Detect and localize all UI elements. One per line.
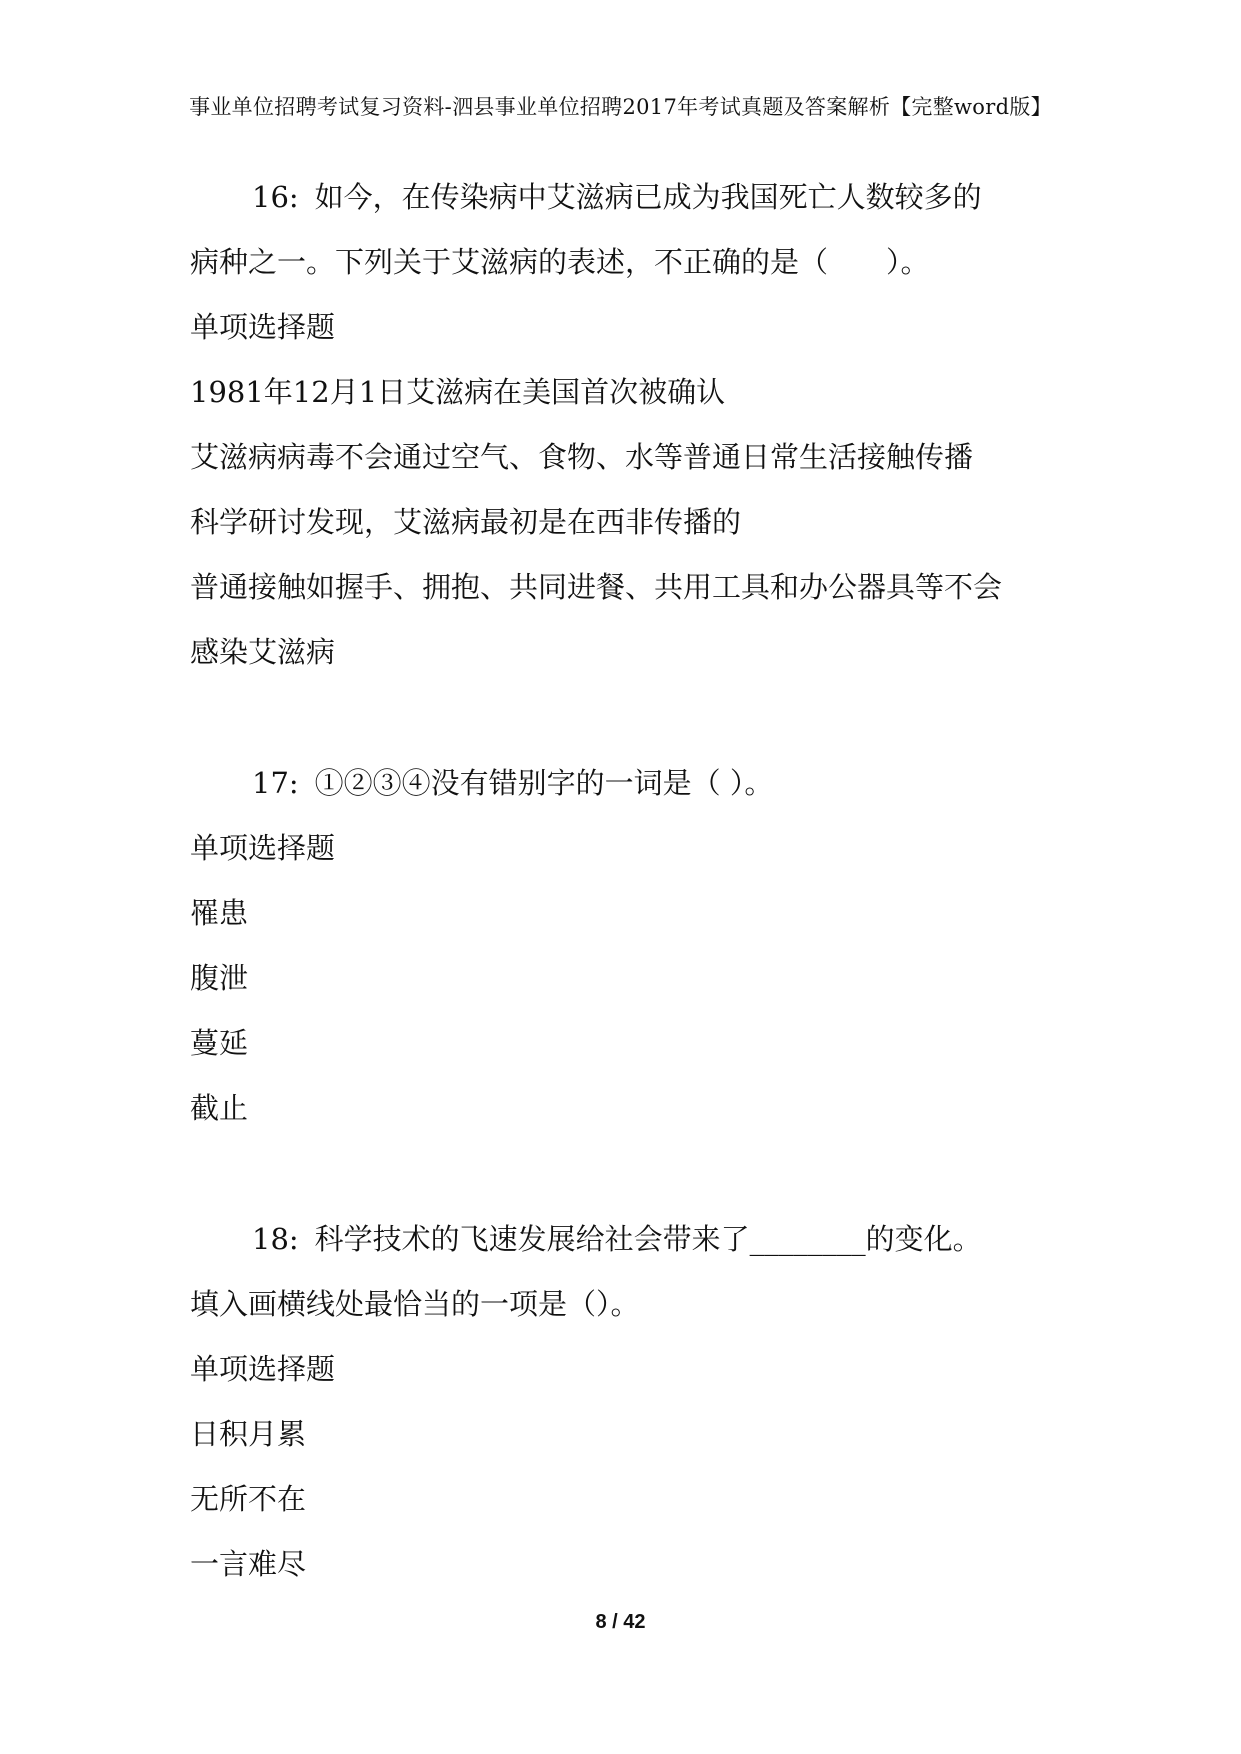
answer-option: 无所不在: [190, 1482, 307, 1516]
question-stem-text: ①②③④没有错别字的一词是（ ）。: [314, 766, 774, 800]
question-stem-text: 如今，在传染病中艾滋病已成为我国死亡人数较多的: [314, 180, 982, 214]
answer-option: 普通接触如握手、拥抱、共同进餐、共用工具和办公器具等不会: [190, 570, 1003, 604]
page-number: 8 / 42: [595, 1611, 646, 1633]
question-number: 16:: [252, 180, 299, 214]
question-number: 18:: [252, 1222, 299, 1256]
document-body: [190, 165, 1070, 1597]
question-stem-line: [190, 165, 1070, 230]
question-stem-text: 科学技术的飞速发展给社会带来了________的变化。: [314, 1222, 982, 1256]
answer-option: 腹泄: [190, 961, 249, 995]
question-type: 单项选择题: [190, 831, 336, 865]
answer-option: 科学研讨发现，艾滋病最初是在西非传播的: [190, 505, 742, 539]
answer-option: 一言难尽: [190, 1547, 307, 1581]
answer-option-continuation: 感染艾滋病: [190, 635, 336, 669]
question-type: 单项选择题: [190, 1352, 336, 1386]
question-18: [190, 1207, 1070, 1597]
answer-option: 1981年12月1日艾滋病在美国首次被确认: [190, 375, 726, 409]
answer-option: 截止: [190, 1091, 249, 1125]
question-16: [190, 165, 1070, 685]
page-header: 事业单位招聘考试复习资料-泗县事业单位招聘2017年考试真题及答案解析【完整word版】: [189, 95, 1052, 119]
question-stem-line: [190, 1207, 1070, 1272]
question-stem-line: [190, 751, 1070, 816]
question-stem-line: 病种之一。下列关于艾滋病的表述，不正确的是（ ）。: [190, 245, 930, 279]
answer-option: 罹患: [190, 896, 249, 930]
question-type: 单项选择题: [190, 310, 336, 344]
answer-option: 日积月累: [190, 1417, 307, 1451]
answer-option: 艾滋病病毒不会通过空气、食物、水等普通日常生活接触传播: [190, 440, 974, 474]
question-17: [190, 751, 1070, 1141]
question-number: 17:: [252, 766, 299, 800]
question-stem-line: 填入画横线处最恰当的一项是（）。: [190, 1287, 640, 1321]
answer-option: 蔓延: [190, 1026, 249, 1060]
